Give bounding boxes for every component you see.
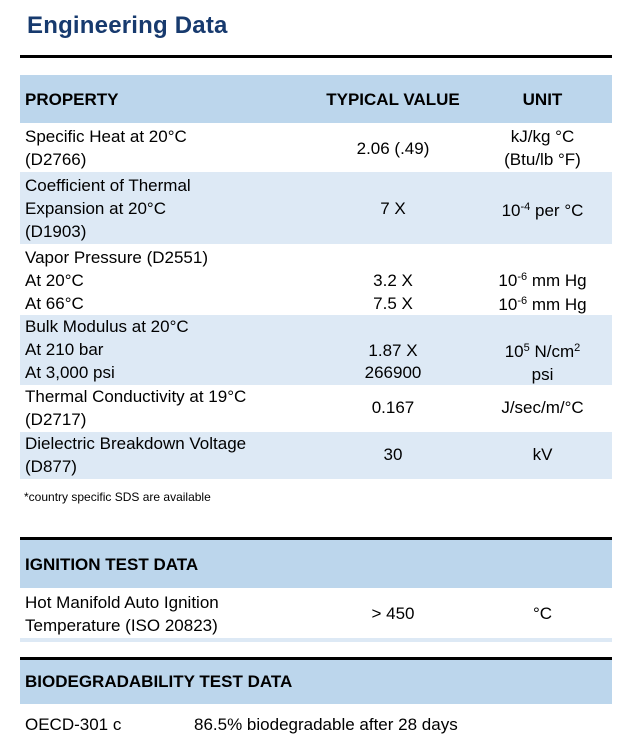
row-property-line: At 210 bar bbox=[25, 340, 104, 359]
row-unit-line: kJ/kg °C bbox=[510, 127, 575, 146]
biodegradability-title: BIODEGRADABILITY TEST DATA bbox=[25, 672, 293, 691]
row-property-line: Coefficient of Thermal bbox=[25, 176, 191, 195]
page-title: Engineering Data bbox=[27, 12, 228, 39]
row-property-line: (D2717) bbox=[25, 410, 87, 429]
row-property-line: Expansion at 20°C bbox=[25, 199, 166, 218]
row-property-line: (D2766) bbox=[25, 150, 87, 169]
row-unit: $10^5$ $N/cm^2$ bbox=[504, 342, 581, 361]
ignition-value: > 450 bbox=[371, 604, 415, 623]
row-value: 0.167 bbox=[371, 398, 415, 417]
row-unit: $10^{-6}$ mm Hg bbox=[498, 271, 587, 290]
row-unit: J/sec/m/°C bbox=[501, 398, 584, 417]
row-unit-line: psi bbox=[531, 365, 554, 384]
row-property-line: At 20°C bbox=[25, 271, 84, 290]
row-property-line: Thermal Conductivity at 19°C bbox=[25, 387, 247, 406]
table-row bbox=[20, 123, 612, 172]
row-property-line: Specific Heat at 20°C bbox=[25, 127, 187, 146]
header-property: PROPERTY bbox=[25, 90, 119, 109]
table-header bbox=[20, 75, 612, 123]
row-property-line: At 66°C bbox=[25, 294, 84, 313]
table-row bbox=[20, 432, 612, 479]
biodegradability-result: 86.5% biodegradable after 28 days bbox=[194, 715, 458, 734]
title-rule bbox=[20, 55, 612, 58]
row-unit: $10^{-4}$ per °C bbox=[501, 201, 584, 220]
row-property-line: Dielectric Breakdown Voltage bbox=[25, 434, 247, 453]
biodegradability-header bbox=[20, 660, 612, 704]
row-property-line: At 3,000 psi bbox=[25, 363, 115, 382]
row-property-line: Bulk Modulus at 20°C bbox=[25, 317, 189, 336]
header-unit: UNIT bbox=[522, 90, 563, 109]
row-unit: kV bbox=[532, 445, 553, 464]
footnote: *country specific SDS are available bbox=[24, 490, 211, 504]
table-row bbox=[20, 244, 612, 315]
row-value: 1.87 X bbox=[368, 341, 418, 360]
biodegradability-row bbox=[20, 704, 612, 746]
ignition-title: IGNITION TEST DATA bbox=[25, 555, 199, 574]
table-row bbox=[20, 315, 612, 385]
row-unit: $10^{-6}$ mm Hg bbox=[498, 295, 587, 314]
row-value: 7 X bbox=[380, 199, 406, 218]
row-property-line: (D877) bbox=[25, 457, 77, 476]
header-typical-value: TYPICAL VALUE bbox=[326, 90, 460, 109]
table-row bbox=[20, 172, 612, 244]
row-property-line: Vapor Pressure (D2551) bbox=[25, 248, 208, 267]
biodegradability-method: OECD-301 c bbox=[25, 715, 122, 734]
ignition-unit: °C bbox=[532, 604, 553, 623]
row-unit-line: (Btu/lb °F) bbox=[504, 150, 581, 169]
row-property-line: (D1903) bbox=[25, 222, 87, 241]
row-value: 266900 bbox=[364, 363, 422, 382]
row-value: 30 bbox=[383, 445, 403, 464]
table-row bbox=[20, 385, 612, 432]
ignition-property-line: Hot Manifold Auto Ignition bbox=[25, 593, 219, 612]
ignition-header bbox=[20, 540, 612, 588]
row-value: 2.06 (.49) bbox=[356, 139, 430, 158]
ignition-bottom-band bbox=[20, 638, 612, 642]
row-value: 3.2 X bbox=[373, 271, 413, 290]
ignition-property-line: Temperature (ISO 20823) bbox=[25, 616, 218, 635]
ignition-row bbox=[20, 589, 612, 638]
row-value: 7.5 X bbox=[373, 294, 413, 313]
